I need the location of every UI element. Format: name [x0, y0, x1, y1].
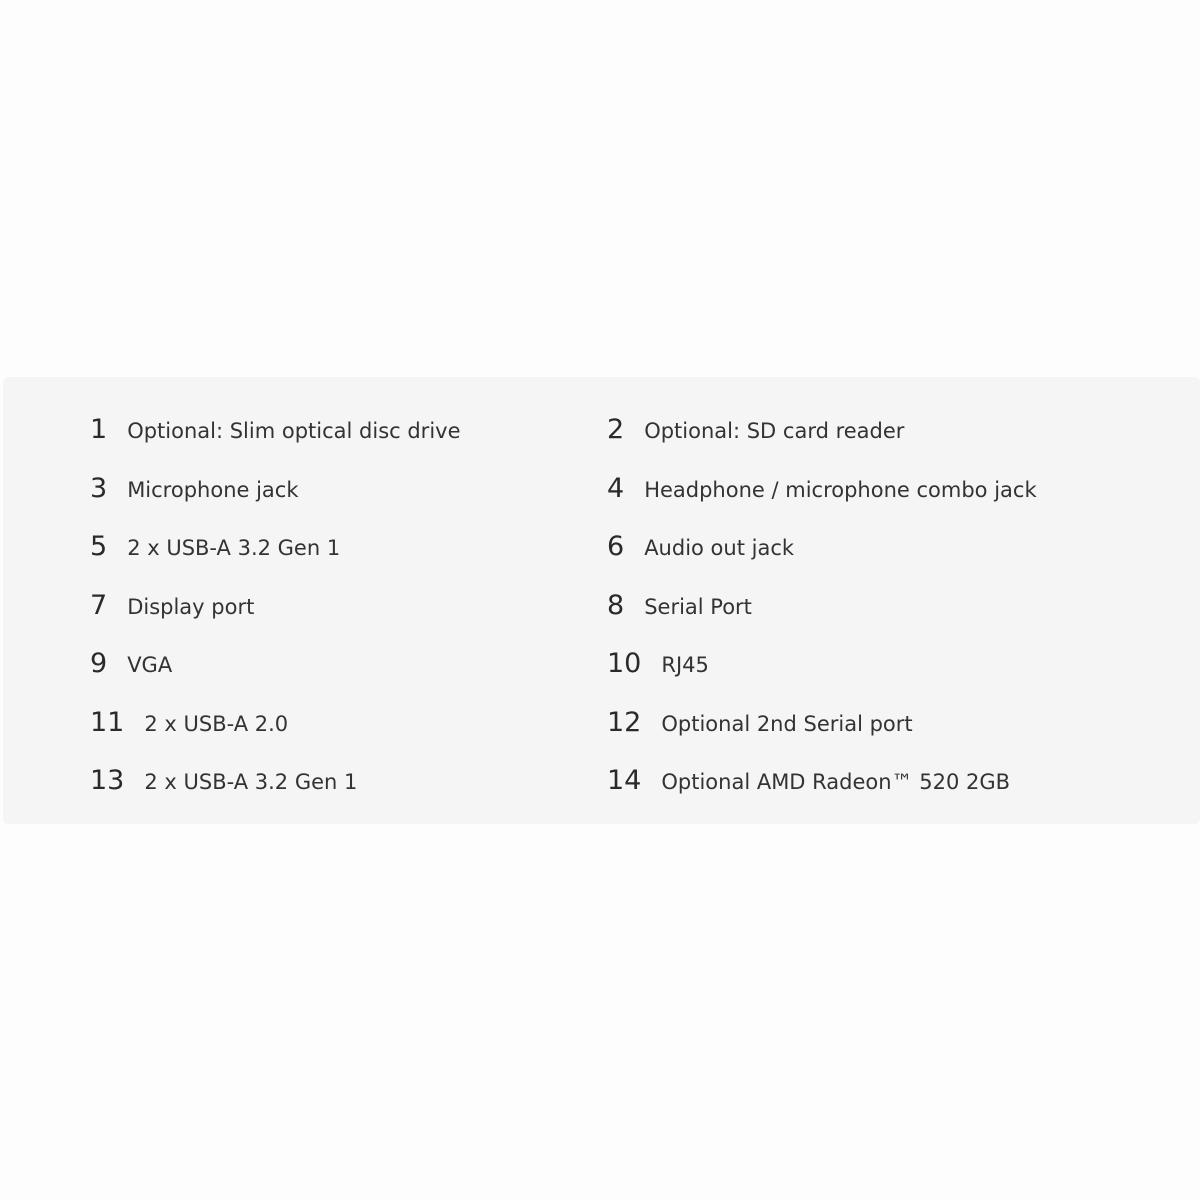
legend-item-4	[607, 473, 1037, 504]
legend-item-7	[90, 590, 254, 621]
legend-number: 9	[90, 648, 108, 679]
legend-label: Serial Port	[644, 595, 752, 619]
legend-item-3	[90, 473, 299, 504]
legend-item-1	[90, 414, 461, 445]
legend-label: Audio out jack	[644, 536, 795, 560]
legend-item-5	[90, 531, 340, 562]
legend-label: 2 x USB-A 2.0	[144, 712, 289, 736]
legend-label: Optional 2nd Serial port	[661, 712, 913, 736]
legend-number: 11	[90, 707, 125, 738]
legend-label: Optional: SD card reader	[644, 419, 905, 443]
legend-number: 5	[90, 531, 108, 562]
legend-number: 6	[607, 531, 625, 562]
legend-number: 12	[607, 707, 642, 738]
legend-number: 4	[607, 473, 625, 504]
legend-number: 1	[90, 414, 108, 445]
legend-item-12	[607, 707, 913, 738]
legend-item-14	[607, 765, 1010, 796]
legend-label: Microphone jack	[127, 478, 299, 502]
legend-label: RJ45	[661, 653, 709, 677]
legend-label: Optional: Slim optical disc drive	[127, 419, 461, 443]
legend-label: Display port	[127, 595, 255, 619]
legend-label: 2 x USB-A 3.2 Gen 1	[144, 770, 358, 794]
legend-item-9	[90, 648, 172, 679]
legend-number: 10	[607, 648, 642, 679]
legend-number: 7	[90, 590, 108, 621]
legend-item-2	[607, 414, 904, 445]
legend-item-11	[90, 707, 288, 738]
legend-label: 2 x USB-A 3.2 Gen 1	[127, 536, 341, 560]
legend-label: VGA	[127, 653, 173, 677]
legend-item-10	[607, 648, 709, 679]
legend-label: Headphone / microphone combo jack	[644, 478, 1037, 502]
legend-item-13	[90, 765, 357, 796]
legend-number: 8	[607, 590, 625, 621]
legend-number: 14	[607, 765, 642, 796]
legend-item-6	[607, 531, 794, 562]
legend-number: 3	[90, 473, 108, 504]
legend-number: 13	[90, 765, 125, 796]
legend-label: Optional AMD Radeon™ 520 2GB	[661, 770, 1011, 794]
legend-item-8	[607, 590, 752, 621]
legend-number: 2	[607, 414, 625, 445]
